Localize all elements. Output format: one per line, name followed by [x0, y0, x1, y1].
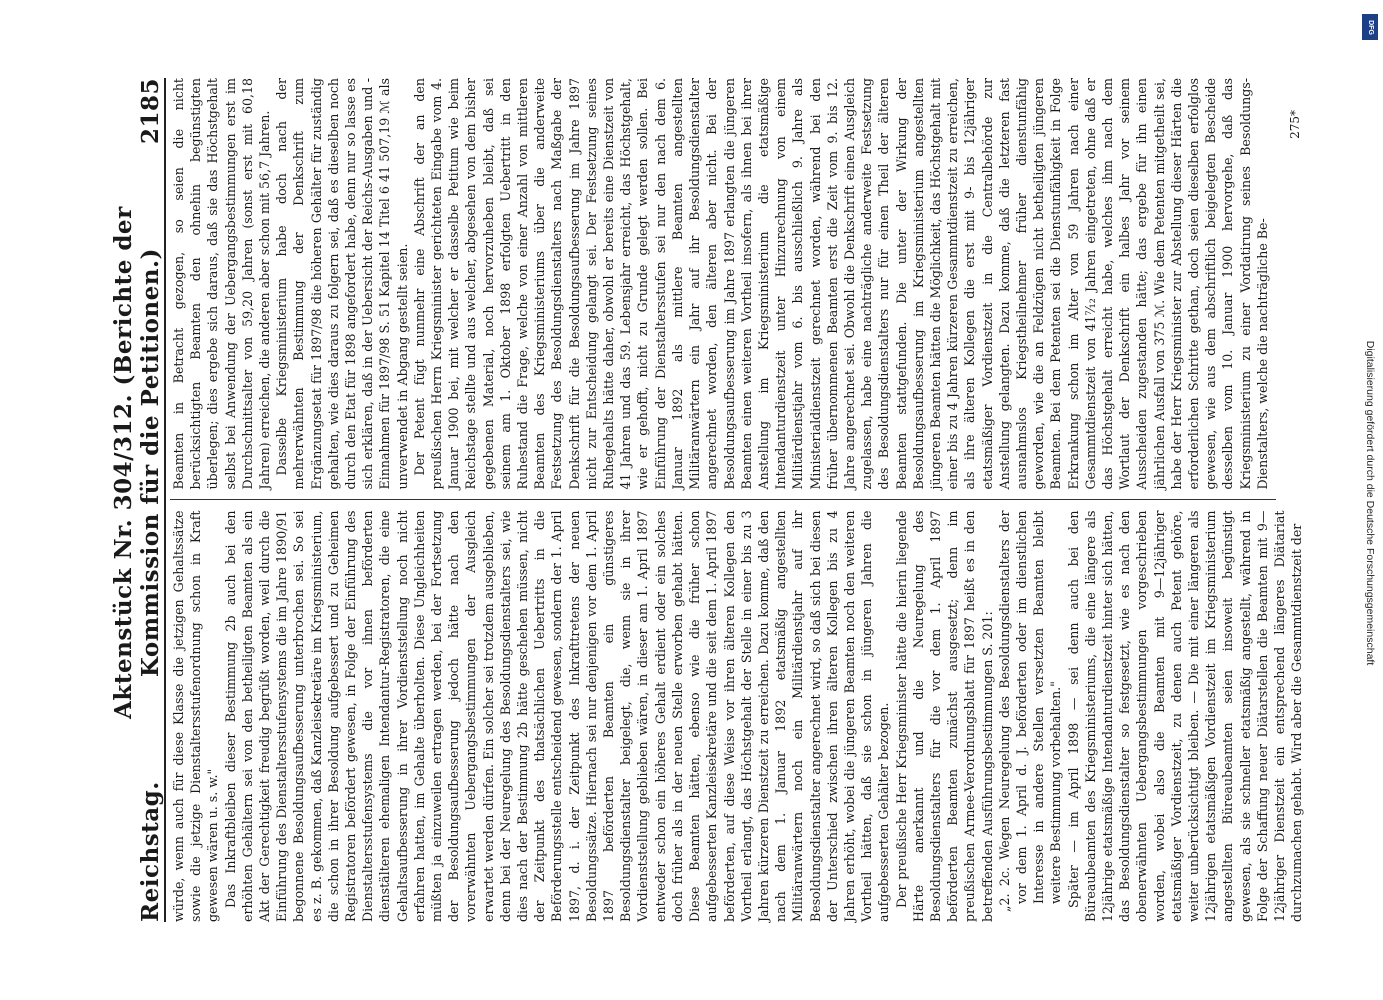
quotation: „2. 2c. Wegen Neuregelung des Besoldungsdienstalters der vor dem 1. April d. J. beförderten oder im dienstlichen Interesse in andere Stellen versetzten Beamten bleibt weitere Bestimmung vorbehalten."	[996, 510, 1063, 912]
running-header	[109, 78, 166, 922]
dfg-logo: DFG	[1362, 14, 1378, 40]
paragraph: Später — im April 1898 — sei denn auch bei den Büreaubeamten des Kriegsministeriums, die eine längere als 12jährige etatsmäßige Intendanturdienstzeit hinter sich hätten, das Besoldungsdienstalter so festgesetzt, wie es nach den obenerwähnten Uebergangsbestimmungen vorgeschrieben worden, wobei also die Beamten mit 9—12jähriger etatsmäßiger Vordienstzeit, zu denen auch Petent gehöre, weiter unberücksichtigt bleiben. — Die mit einer längeren als 12jährigen etatsmäßigen Vordienstzeit im Kriegsministerium angestellten Büreaubeamten seien insoweit begünstigt gewesen, als sie schneller etatsmäßig angestellt, während in Folge der Schaffung neuer Diätarstellen die Beamten mit 9—12jähriger Dienstzeit ein entsprechend längeres Diätariat durchzumachen gehabt. Wird aber die Gesammtdienstzeit der	[1065, 510, 1304, 922]
right-column	[170, 78, 1276, 490]
signature-mark: 275*	[1287, 110, 1302, 139]
paragraph: Der preußische Herr Kriegsminister hätte die hierin liegende Härte anerkannt und die Neuregelung des Besoldungsdienstalters für die vor dem 1. April 1897 beförderten Beamten zunächst ausgesetzt; denn im preußischen Armee-Verordnungsblatt für 1897 heißt es in den betreffenden Ausführungsbestimmungen S. 201:	[893, 510, 995, 922]
paragraph: Der Petent fügt nunmehr eine Abschrift der an den preußischen Herrn Kriegsminister gerichteten Eingabe vom 4. Januar 1900 bei, mit welcher er dasselbe Petitum wie beim Reichstage stellte und aus welcher, abgesehen von dem bisher gegebenen Material, noch hervorzuheben bleibt, daß sei seinem am 1. Oktober 1898 erfolgten Uebertritt in den Ruhestand die Frage, welche von einer Anzahl von mittleren Beamten des Kriegsministeriums über die anderweite Festsetzung des Besoldungsdienstalters nach Maßgabe der Denkschrift für die Besoldungsaufbesserung im Jahre 1897 nicht zur Entscheidung gelangt sei. Der Festsetzung seines Ruhegehalts hätte daher, obwohl er bereits eine Dienstzeit von 41 Jahren und das 59. Lebensjahr erreicht, das Höchstgehalt, wie er gehofft, nicht zu Grunde gelegt werden sollen. Bei Einführung der Dienstaltersstufen sei nur den nach dem 6. Januar 1892 als mittlere Beamten angestellten Militäranwärtern ein Jahr auf ihr Besoldungsdienstalter angerechnet worden, den älteren aber nicht. Bei der Besoldungsaufbesserung im Jahre 1897 erlangten die jüngeren Beamten einen weiteren Vortheil insofern, als ihnen bei ihrer Anstellung im Kriegsministerium die etatsmäßige Intendanturdienstzeit unter Hinzurechnung von einem Militärdienstjahr vom 6. bis ausschließlich 9. Jahre als Ministerialdienstzeit gerechnet worden, während bei den früher übernommenen Beamten erst die Zeit vom 9. bis 12. Jahre angerechnet sei. Obwohl die Denkschrift einen Ausgleich zugelassen, habe eine nachträgliche anderweite Festsetzung des Besoldungsdienstalters nur für einen Theil der älteren Beamten stattgefunden. Die unter der Wirkung der Besoldungsaufbesserung im Kriegsministerium angestellten jüngeren Beamten hätten die Möglichkeit, das Höchstgehalt mit einer bis zu 4 Jahren kürzeren Gesammtdienstzeit zu erreichen, als ihre älteren Kollegen die erst mit 9- bis 12jähriger etatsmäßiger Vordienstzeit in die Centralbehörde zur Anstellung gelangten. Dazu komme, daß die letzteren fast ausnahmslos Kriegstheilnehmer früher dienstunfähig geworden, wie die an Feldzügen nicht betheiligten jüngeren Beamten. Bei dem Petenten sei die Dienstunfähigkeit in Folge Erkrankung schon im Alter von 59 Jahren nach einer Gesammtdienstzeit von 41⁷⁄₁₂ Jahren eingetreten, ohne daß er das Höchstgehalt erreicht habe, welches ihm nach dem Wortlaut der Denkschrift ein halbes Jahr vor seinem Ausscheiden zugestanden hätte; das ergebe für ihn einen jährlichen Ausfall von 375 ℳ. Wie dem Petenten mitgetheilt sei, habe der Herr Kriegsminister zur Abstellung dieser Härten die erforderlichen Schritte gethan, doch seien dieselben erfolglos gewesen, wie aus dem abschriftlich beigelegten Bescheide desselben vom 10. Januar 1900 hervorgehe, daß das Kriegsministerium zu einer Vordatirung seines Besoldungs-Dienstalters, welche die nachträgliche Be-	[411, 78, 1270, 490]
header-title: Aktenstück Nr. 304/312. (Berichte der Kommission für die Petitionen.)	[109, 206, 164, 719]
digitization-strip	[1361, 8, 1379, 998]
paragraph: Dasselbe Kriegsministerium habe doch nach der mehrerwähnten Bestimmung der Denkschrift zum Ergänzungsetat für 1897/98 die höheren Gehälter für zuständig gehalten, wie dies daraus zu folgern sei, daß es dieselben noch durch den Etat für 1898 angefordert habe, denn nur so lasse es sich erklären, daß in der Uebersicht der Reichs-Ausgaben und -Einnahmen für 1897/98 S. 51 Kapitel 14 Titel 6 41 507,19 ℳ als unverwendet in Abgang gestellt seien.	[273, 78, 410, 490]
page-number: 2185	[136, 78, 164, 145]
left-column	[170, 510, 1304, 923]
header-left: Reichstag.	[136, 781, 164, 922]
paragraph: Beamten in Betracht gezogen, so seien die nicht berücksichtigten Beamten den ohnehin begünstigten überlegen; dies ergebe sich daraus, daß sie das Höchstgehalt selbst bei Anwendung der Uebergangsbestimmungen erst im Durchschnittsalter von 59,20 Jahren (sonst erst mit 60,18 Jahren) erreichen, die anderen aber schon mit 56,7 Jahren.	[170, 78, 272, 490]
digitization-note: Digitalisierung gefördert durch die Deutsche Forschungsgemeinschaft	[1364, 340, 1376, 666]
column-divider	[170, 500, 1276, 501]
paragraph: Das Inkraftbleiben dieser Bestimmung 2b auch bei den erhöhten Gehältern sei von den betheiligten Beamten als ein Akt der Gerechtigkeit freudig begrüßt worden, weil durch die Einführung des Dienstaltersstufensystems die im Jahre 1890/91 begonnene Besoldungsaufbesserung unterbrochen sei. So sei es z. B. gekommen, daß Kanzleisekretäre im Kriegsministerium, die schon in ihrer Besoldung aufgebessert und zu Geheimen Registratoren befördert gewesen, in Folge der Einführung des Dienstaltersstufensystems die vor ihnen beförderten dienstälteren ehemaligen Intendantur-Registratoren, die eine Gehaltsaufbesserung in ihrer Vordienststellung noch nicht erfahren hatten, im Gehalte überholten. Diese Ungleichheiten müßten ja einzuweilen ertragen werden, bei der Fortsetzung der Besoldungsaufbesserung jedoch hätte nach den vorerwähnten Uebergangsbestimmungen der Ausgleich erwartet werden dürfen. Ein solcher sei trotzdem ausgeblieben, denn bei der Neuregelung des Besoldungsdienstalters sei, wie dies nach der Bestimmung 2b hätte geschehen müssen, nicht der Zeitpunkt des thatsächlichen Uebertritts in die Beförderungsstelle entscheidend gewesen, sondern der 1. April 1897, d. i. der Zeitpunkt des Inkrafttretens der neuen Besoldungssätze. Hiernach sei nur denjenigen vor dem 1. April 1897 beförderten Beamten ein günstigeres Besoldungsdienstalter beigelegt, die, wenn sie in ihrer Vordienststellung geblieben wären, in dieser am 1. April 1897 entweder schon ein höheres Gehalt erdient oder ein solches doch früher als in der neuen Stelle erworben gehabt hätten. Diese Beamten hätten, ebenso wie die früher schon aufgebesserten Kanzleisekretäre und die seit dem 1. April 1897 beförderten, auf diese Weise vor ihren älteren Kollegen den Vortheil erlangt, das Höchstgehalt der Stelle in einer bis zu 3 Jahren kürzeren Dienstzeit zu erreichen. Dazu komme, daß den nach dem 1. Januar 1892 etatsmäßig angestellten Militäranwärtern noch ein Militärdienstjahr auf ihr Besoldungsdienstalter angerechnet wird, so daß sich bei diesen der Unterschied zwischen ihren älteren Kollegen bis zu 4 Jahren erhöht, wobei die jüngeren Beamten noch den weiteren Vortheil hätten, daß sie schon in jüngeren Jahren die aufgebesserten Gehälter bezogen.	[222, 510, 891, 922]
document-sheet	[72, 50, 1312, 950]
paragraph: würde, wenn auch für diese Klasse die jetzigen Gehaltssätze sowie die jetzige Dienstaltersstufenordnung schon in Kraft gewesen wären u. s. w."	[170, 510, 220, 922]
